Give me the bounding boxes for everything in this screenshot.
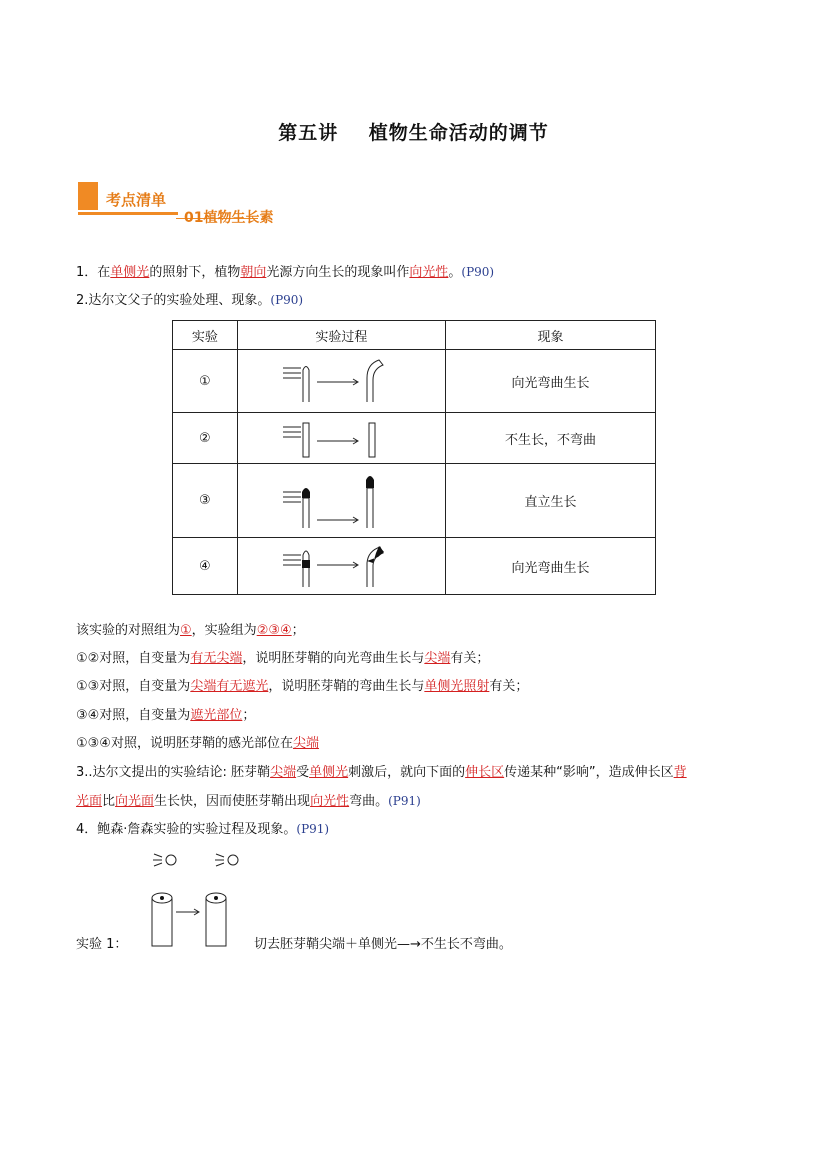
row-result: 向光弯曲生长 [446,538,656,595]
process-diagram [237,464,445,538]
section-header [76,180,316,224]
section-marker [78,182,98,210]
answer: 向光性 [409,265,449,280]
row-id: ③ [173,464,238,538]
page-reference: (P90) [270,293,304,307]
answer: 伸长区 [465,765,505,780]
process-diagram [237,413,445,464]
question-2: 2.达尔文父子的实验处理、现象。(P90) [76,293,304,308]
answer: ②③④ [256,623,292,638]
comparison-12: ①②对照，自变量为有无尖端，说明胚芽鞘的向光弯曲生长与尖端有关； [76,651,490,666]
answer: 尖端有无遮光 [190,679,269,694]
row-result: 不生长，不弯曲 [446,413,656,464]
row-id: ① [173,350,238,413]
table-row [173,464,656,538]
covered-tip-diagram [281,470,401,532]
answer: 尖端 [270,765,297,780]
covered-base-diagram [281,541,401,591]
answer: 遮光部位 [190,708,243,723]
experiment-1-diagram [140,848,250,952]
question-3-line-1: 3..达尔文提出的实验结论: 胚芽鞘尖端受单侧光刺激后，就向下面的伸长区传递某种“影响”，造成伸长区背 [76,765,687,780]
question-3-line-2: 光面比向光面生长快，因而使胚芽鞘出现向光性弯曲。(P91) [76,794,421,809]
bending-seedling-diagram [281,356,401,406]
page-reference: (P91) [388,794,421,808]
groups-line: 该实验的对照组为①，实验组为②③④； [76,623,305,638]
answer: 有无尖端 [190,651,243,666]
experiment-1-description: 切去胚芽鞘尖端＋单侧光—→不生长不弯曲。 [254,937,512,952]
page-reference: (P91) [296,822,330,836]
experiment-table [172,320,656,595]
answer: 朝向 [240,265,267,280]
answer: 光面 [76,794,103,809]
row-id: ② [173,413,238,464]
comparison-34: ③④对照，自变量为遮光部位； [76,708,256,723]
table-row [173,538,656,595]
section-underline [78,212,178,215]
answer: 单侧光照射 [424,679,490,694]
answer: 尖端 [424,651,451,666]
header-process: 实验过程 [237,321,445,350]
experiment-1-label: 实验 1： [76,937,128,952]
question-1: 1．在单侧光的照射下，植物朝向光源方向生长的现象叫作向光性。(P90) [76,265,495,280]
header-experiment: 实验 [173,321,238,350]
page-reference: (P90) [461,265,495,279]
row-result: 向光弯曲生长 [446,350,656,413]
answer: 背 [673,765,687,780]
answer: 向光面 [115,794,155,809]
process-diagram [237,350,445,413]
table-header-row [173,321,656,350]
question-4: 4．鲍森·詹森实验的实验过程及现象。(P91) [76,822,330,837]
answer: ① [180,623,192,638]
row-id: ④ [173,538,238,595]
answer: 向光性 [310,794,350,809]
answer: 单侧光 [309,765,349,780]
cut-tip-diagram [281,417,401,459]
section-subtitle: 01植物生长素 [184,210,274,226]
answer: 尖端 [292,736,319,751]
header-result: 现象 [446,321,656,350]
process-diagram [237,538,445,595]
answer: 单侧光 [110,265,150,280]
section-tag: 考点清单 [106,191,167,209]
row-result: 直立生长 [446,464,656,538]
page-title: 第五讲 植物生命活动的调节 [278,122,549,144]
comparison-134: ①③④对照，说明胚芽鞘的感光部位在尖端 [76,736,319,751]
table-row [173,413,656,464]
comparison-13: ①③对照，自变量为尖端有无遮光，说明胚芽鞘的弯曲生长与单侧光照射有关； [76,679,529,694]
table-row [173,350,656,413]
